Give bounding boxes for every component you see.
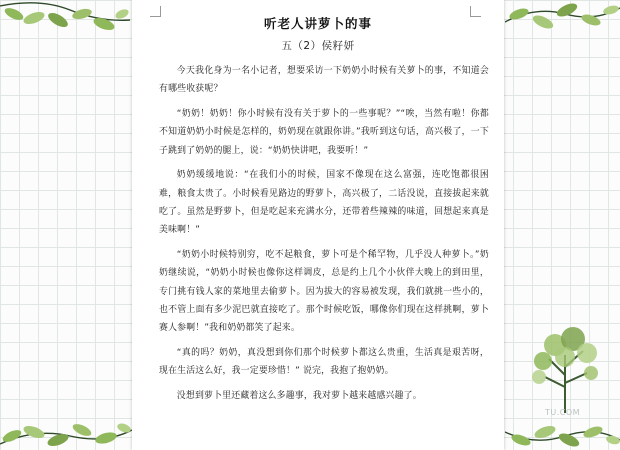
paragraph-6: 没想到萝卜里还藏着这么多趣事，我对萝卜越来越感兴趣了。 bbox=[176, 391, 422, 402]
watermark-text: TU.COM bbox=[545, 408, 581, 417]
article-body bbox=[159, 62, 489, 412]
paragraph-3: 奶奶缓缓地说：“在我们小的时候，国家不像现在这么富强，连吃饱都很困难，粮食太贵了。小时候看见路边的野萝卜，高兴极了，二话没说，直接拔起来就吃了。虽然是野萝卜，但是吃起来充满水分，还带着些辣辣的味道，回想起来真是美味啊！” bbox=[159, 170, 489, 236]
paragraph-1: 今天我化身为一名小记者，想要采访一下奶奶小时候有关萝卜的事，不知道会有哪些收获呢？ bbox=[159, 66, 489, 95]
tree-illustration bbox=[515, 315, 615, 415]
document-author: 五（2）侯籽妍 bbox=[281, 40, 355, 52]
vine-top-right-decoration bbox=[505, 0, 620, 36]
paragraph-5: “真的吗？奶奶，真没想到你们那个时候萝卜都这么贵重，生活真是艰苦呀，现在生活这么好，我一定要珍惜！” 说完，我抱了抱奶奶。 bbox=[159, 348, 489, 377]
document-title: 听老人讲萝卜的事 bbox=[263, 16, 372, 31]
vine-top-left-decoration bbox=[0, 0, 130, 36]
paragraph-2: “奶奶！奶奶！你小时候有没有关于萝卜的一些事呢？”“唉，当然有啦！你都不知道奶奶小时候是怎样的，奶奶现在就跟你讲。”我听到这句话，高兴极了，一下子跳到了奶奶的腿上，说：“奶奶快讲吧，我要听！” bbox=[159, 109, 489, 156]
vine-bottom-right-decoration bbox=[505, 418, 620, 450]
paragraph-4: “奶奶小时候特别穷，吃不起粮食，萝卜可是个稀罕物，几乎没人种萝卜。”奶奶继续说，“奶奶小时候也像你这样调皮，总是约上几个小伙伴大晚上的到田里，专门挑有钱人家的菜地里去偷萝卜。因为拔大的容易被发现，我们就挑一些小的，也不管上面有多少泥巴就直接吃了。那个时候吃饭，哪像你们现在这样挑啊，萝卜赛人参啊！”我和奶奶都笑了起来。 bbox=[159, 250, 489, 334]
vine-bottom-left-decoration bbox=[0, 418, 132, 450]
